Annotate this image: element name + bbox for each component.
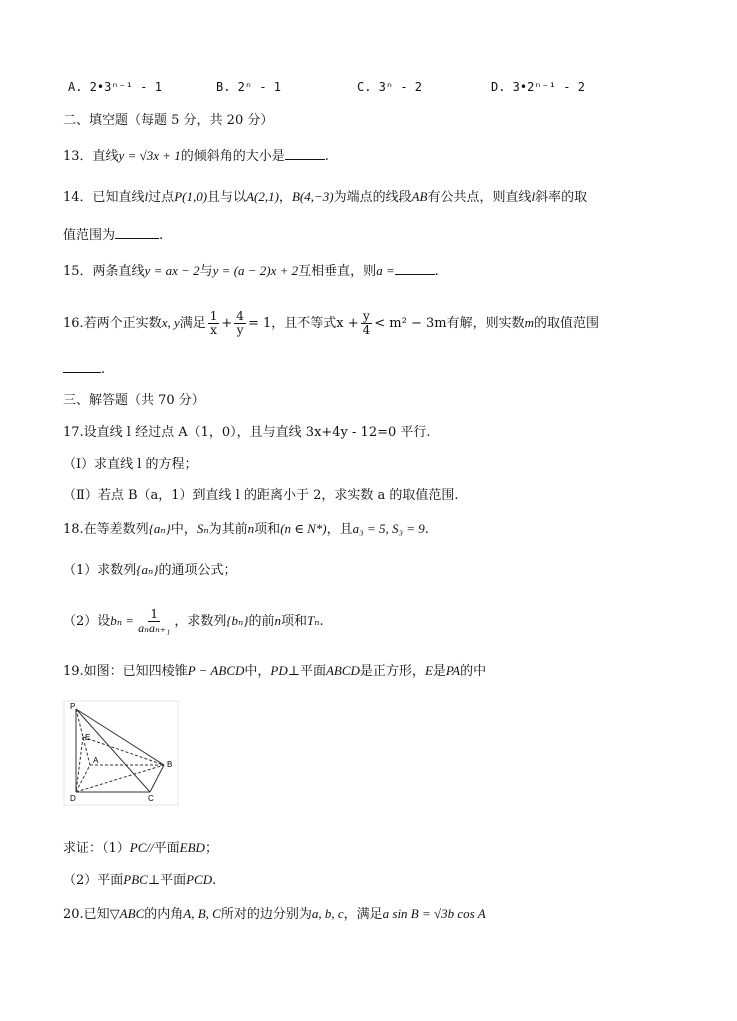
q16-frac-2	[234, 310, 246, 337]
question-13	[63, 147, 329, 166]
section2-title: 二、填空题（每题 5 分，共 20 分）	[63, 113, 274, 128]
q15-mid: 与	[199, 264, 213, 279]
q19-pa: PA	[445, 663, 461, 678]
q16-frac-1	[208, 310, 220, 337]
q14-point-b: B(4,−3)	[291, 189, 334, 204]
q16-frac2-num: 4	[236, 309, 244, 323]
q18-end: .	[424, 522, 429, 537]
q18-tn: Tₙ	[307, 613, 320, 628]
q19-pd: PD	[270, 663, 288, 678]
q19-pyramid: P − ABCD	[187, 663, 245, 678]
q16-mid2: ，且不等式	[271, 316, 337, 331]
q14-segment-ab: AB	[411, 189, 428, 204]
q14-text-f: 斜率的取	[535, 190, 588, 205]
label-a: A	[93, 756, 99, 765]
edge-db	[76, 765, 164, 792]
q18-frac	[136, 608, 172, 635]
edge-ed	[76, 737, 83, 792]
q15-end: .	[434, 264, 439, 279]
question-19	[63, 662, 486, 681]
q14-l2: l	[531, 189, 536, 204]
q18-p2-b: ，求数列	[174, 614, 227, 629]
q14-text-d: 为端点的线段	[333, 190, 412, 205]
q20-text-c: 所对的边分别为	[220, 907, 312, 922]
q20-sides: a, b, c	[311, 906, 344, 921]
q16-plus: +	[221, 316, 233, 331]
q19-p1-end: ；	[204, 841, 218, 856]
q19-proof: 求证：	[63, 841, 103, 856]
q19-text-g: 的中	[460, 664, 487, 679]
q13-expression: y = √3x + 1	[118, 148, 181, 163]
q18-text-e: ，且	[326, 522, 353, 537]
q19-abcd: ABCD	[325, 663, 360, 678]
q19-p2-end: .	[212, 873, 217, 888]
q19-ebd: EBD	[179, 840, 205, 855]
edge-cb	[150, 765, 164, 792]
q16-answer-blank[interactable]	[63, 360, 101, 373]
q14-line2-text: 值范围为	[63, 228, 116, 243]
q18-p2-n: n	[274, 613, 282, 628]
q18-frac-num: 1	[150, 607, 159, 621]
question-18	[63, 520, 429, 539]
question-16-blank-line	[63, 360, 105, 379]
q18-n: n	[247, 521, 255, 536]
q18-p1-b: 的通项公式；	[158, 563, 237, 578]
q19-text-d: 是正方形，	[359, 664, 425, 679]
q18-bn: bₙ =	[110, 613, 135, 628]
q20-text-d: ，满足	[343, 907, 383, 922]
q15-var: a =	[376, 263, 395, 278]
q20-text-a: 20.已知	[63, 907, 110, 922]
q18-p2-d: 项和	[281, 614, 308, 629]
question-19-part1	[63, 839, 218, 858]
question-15	[63, 262, 439, 281]
q13-text: 的倾斜角的大小是	[180, 149, 285, 164]
q19-text-c: ⊥平面	[287, 664, 326, 679]
q16-frac2-den: y	[236, 323, 244, 337]
q19-pbc: PBC	[123, 872, 148, 887]
q16-frac1-num: 1	[209, 309, 218, 323]
q16-tail2: 的取值范围	[533, 316, 599, 331]
q18-sn: Sₙ	[196, 521, 209, 536]
q14-point-a: A(2,1)	[246, 189, 279, 204]
question-20	[63, 905, 486, 924]
question-18-part2	[63, 606, 324, 637]
label-e: E	[85, 733, 91, 742]
q16-frac1-den: x	[210, 323, 217, 337]
q18-text-d: 项和	[254, 522, 281, 537]
q20-angles: A, B, C	[183, 906, 221, 921]
q18-text-c: 为其前	[208, 522, 248, 537]
q14-text-b: 过点	[148, 190, 175, 205]
edge-pc	[76, 709, 150, 792]
label-d: D	[70, 794, 76, 803]
q18-p2-c: 的前	[248, 614, 275, 629]
q18-seq: {aₙ}	[148, 521, 171, 536]
q16-ineq-b: < m² − 3m	[374, 316, 447, 331]
q20-condition: a sin B = √3b cos A	[382, 906, 486, 921]
q19-text-f: 是	[432, 664, 446, 679]
question-19-part2	[63, 871, 216, 890]
q14-end: .	[159, 228, 164, 243]
q19-text-a: 19.如图：已知四棱锥	[63, 664, 188, 679]
q18-p1-a: （1）求数列	[63, 563, 137, 578]
question-18-part1	[63, 561, 236, 580]
q15-answer-blank[interactable]	[395, 262, 435, 275]
q19-p2-a: （2）平面	[63, 873, 124, 888]
q18-vals: a₃ = 5, S₃ = 9	[352, 521, 425, 536]
q14-sep: ，	[278, 190, 292, 205]
q15-number: 15．两条直线	[63, 264, 145, 279]
section3-title: 三、解答题（共 70 分）	[63, 393, 205, 408]
q16-number: 16.若两个正实数	[63, 316, 162, 331]
q19-pcd: PCD	[186, 872, 213, 887]
question-17-part1: （Ⅰ）求直线 l 的方程；	[63, 457, 198, 472]
q13-end: .	[324, 149, 329, 164]
option-c: C. 3ⁿ - 2	[357, 80, 423, 94]
question-14-line2	[63, 226, 163, 245]
q20-triangle: ▽ABC	[109, 906, 145, 921]
q16-vars: x, y	[161, 315, 180, 330]
q18-p2-end: .	[319, 614, 324, 629]
q13-number: 13．直线	[63, 149, 119, 164]
q19-p1-a: （1）	[102, 841, 130, 856]
q18-frac-den: aₙaₙ₊₁	[138, 621, 171, 635]
q15-line1: y = ax − 2	[144, 263, 200, 278]
label-b: B	[167, 760, 173, 769]
q18-p1-seq: {aₙ}	[136, 562, 159, 577]
q16-end: .	[101, 362, 106, 377]
q16-frac3-num: y	[363, 309, 370, 323]
q13-answer-blank[interactable]	[285, 147, 325, 160]
q18-p2-a: （2）设	[63, 614, 111, 629]
label-c: C	[148, 794, 154, 803]
q19-p1-b: 平面	[153, 841, 180, 856]
q14-text-e: 有公共点，则直线	[427, 190, 532, 205]
question-17: 17.设直线 l 经过点 A（1，0），且与直线 3x+4y - 12=0 平行.	[63, 425, 431, 440]
q16-mid: 满足	[179, 316, 206, 331]
q18-text-a: 18.在等差数列	[63, 522, 149, 537]
question-14-line1	[63, 188, 587, 207]
pyramid-figure	[60, 697, 180, 809]
question-16	[63, 308, 599, 339]
question-17-part2: （Ⅱ）若点 B（a，1）到直线 l 的距离小于 2，求实数 a 的取值范围.	[63, 488, 459, 503]
q20-text-b: 的内角	[144, 907, 184, 922]
q19-text-b: 中，	[244, 664, 271, 679]
q16-tail: 有解，则实数	[446, 316, 525, 331]
q15-text: 互相垂直，则	[298, 264, 377, 279]
q19-p2-b: ⊥平面	[147, 873, 187, 888]
option-d: D. 3•2ⁿ⁻¹ - 2	[491, 80, 585, 94]
q19-e: E	[424, 663, 433, 678]
q18-p2-seq: {bₙ}	[226, 613, 249, 628]
q14-answer-blank[interactable]	[115, 226, 159, 239]
q19-pc: PC//	[129, 840, 154, 855]
q14-point-p: P(1,0)	[174, 189, 208, 204]
q16-eq: = 1	[247, 316, 272, 331]
q18-text-b: 中，	[170, 522, 197, 537]
q14-text-a: 14．已知直线	[63, 190, 145, 205]
q14-l: l	[144, 189, 149, 204]
q16-frac3-den: 4	[362, 323, 371, 337]
option-a: A. 2•3ⁿ⁻¹ - 1	[68, 80, 162, 94]
q16-m: m	[524, 315, 534, 330]
q16-frac-3	[361, 310, 373, 337]
q15-line2: y = (a − 2)x + 2	[212, 263, 299, 278]
q18-cond: (n ∈ N*)	[280, 521, 327, 536]
option-b: B. 2ⁿ - 1	[216, 80, 282, 94]
q16-ineq-a: x +	[336, 316, 359, 331]
q14-text-c: 且与以	[207, 190, 247, 205]
label-p: P	[70, 702, 76, 711]
